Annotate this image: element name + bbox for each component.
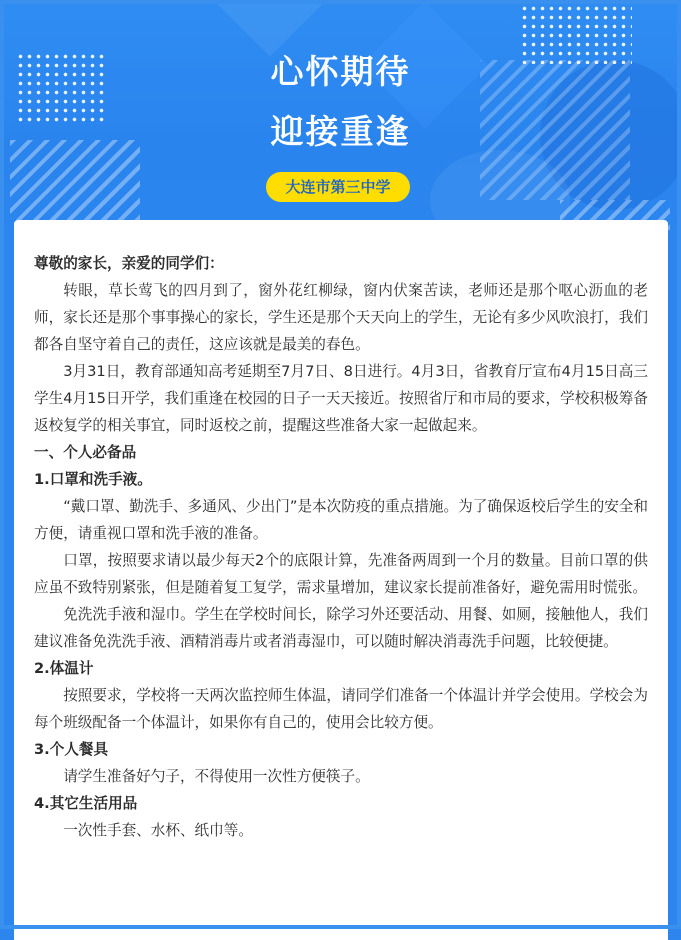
item-paragraph-tableware: 请学生准备好勺子，不得使用一次性方便筷子。	[63, 768, 370, 785]
decorative-stripes	[10, 140, 140, 220]
school-name-badge: 大连市第三中学	[266, 172, 410, 202]
item-heading-other-supplies: 4.其它生活用品	[34, 795, 138, 812]
letter-paragraph-notice: 3月31日，教育部通知高考延期至7月7日、8日进行。4月3日，省教育厅宣布4月15日高三学生4月15日开学，我们重逢在校园的日子一天天接近。按照省厅和市局的要求，学校积极筹备返校复学的相关事宜，同时返校之前，提醒这些准备大家一起做起来。	[34, 363, 648, 434]
item-heading-masks: 1.口罩和洗手液。	[34, 471, 152, 488]
section-heading-personal-items: 一、个人必备品	[34, 444, 137, 461]
item-paragraph-thermometer: 按照要求，学校将一天两次监控师生体温，请同学们准备一个体温计并学会使用。学校会为每个班级配备一个体温计，如果你有自己的，使用会比较方便。	[34, 687, 648, 731]
decorative-diamond	[213, 0, 326, 57]
banner-title-line1: 心怀期待	[270, 52, 411, 91]
letter-card	[14, 220, 668, 940]
banner-title-line2: 迎接重逢	[270, 112, 411, 151]
item-paragraph-masks-quantity: 口罩，按照要求请以最少每天2个的底限计算，先准备两周到一个月的数量。目前口罩的供应虽不致特别紧张，但是随着复工复学，需求量增加，建议家长提前准备好，避免需用时慌张。	[34, 552, 648, 596]
item-paragraph-other-supplies: 一次性手套、水杯、纸巾等。	[63, 822, 253, 839]
letter-greeting: 尊敬的家长，亲爱的同学们：	[34, 255, 224, 272]
item-paragraph-sanitizer: 免洗洗手液和湿巾。学生在学校时间长，除学习外还要活动、用餐、如厕，接触他人，我们建议准备免洗洗手液、酒精消毒片或者消毒湿巾，可以随时解决消毒洗手问题，比较便捷。	[34, 606, 648, 650]
item-paragraph-masks-intro: “戴口罩、勤洗手、多通风、少出门”是本次防疫的重点措施。为了确保返校后学生的安全和方便，请重视口罩和洗手液的准备。	[34, 498, 648, 542]
letter-paragraph-intro: 转眼，草长莺飞的四月到了，窗外花红柳绿，窗内伏案苦读，老师还是那个呕心沥血的老师，家长还是那个事事操心的家长，学生还是那个天天向上的学生，无论有多少风吹浪打，我们都各自坚守着自己的责任，这应该就是最美的春色。	[34, 282, 648, 353]
item-heading-tableware: 3.个人餐具	[34, 741, 109, 758]
item-heading-thermometer: 2.体温计	[34, 660, 94, 677]
